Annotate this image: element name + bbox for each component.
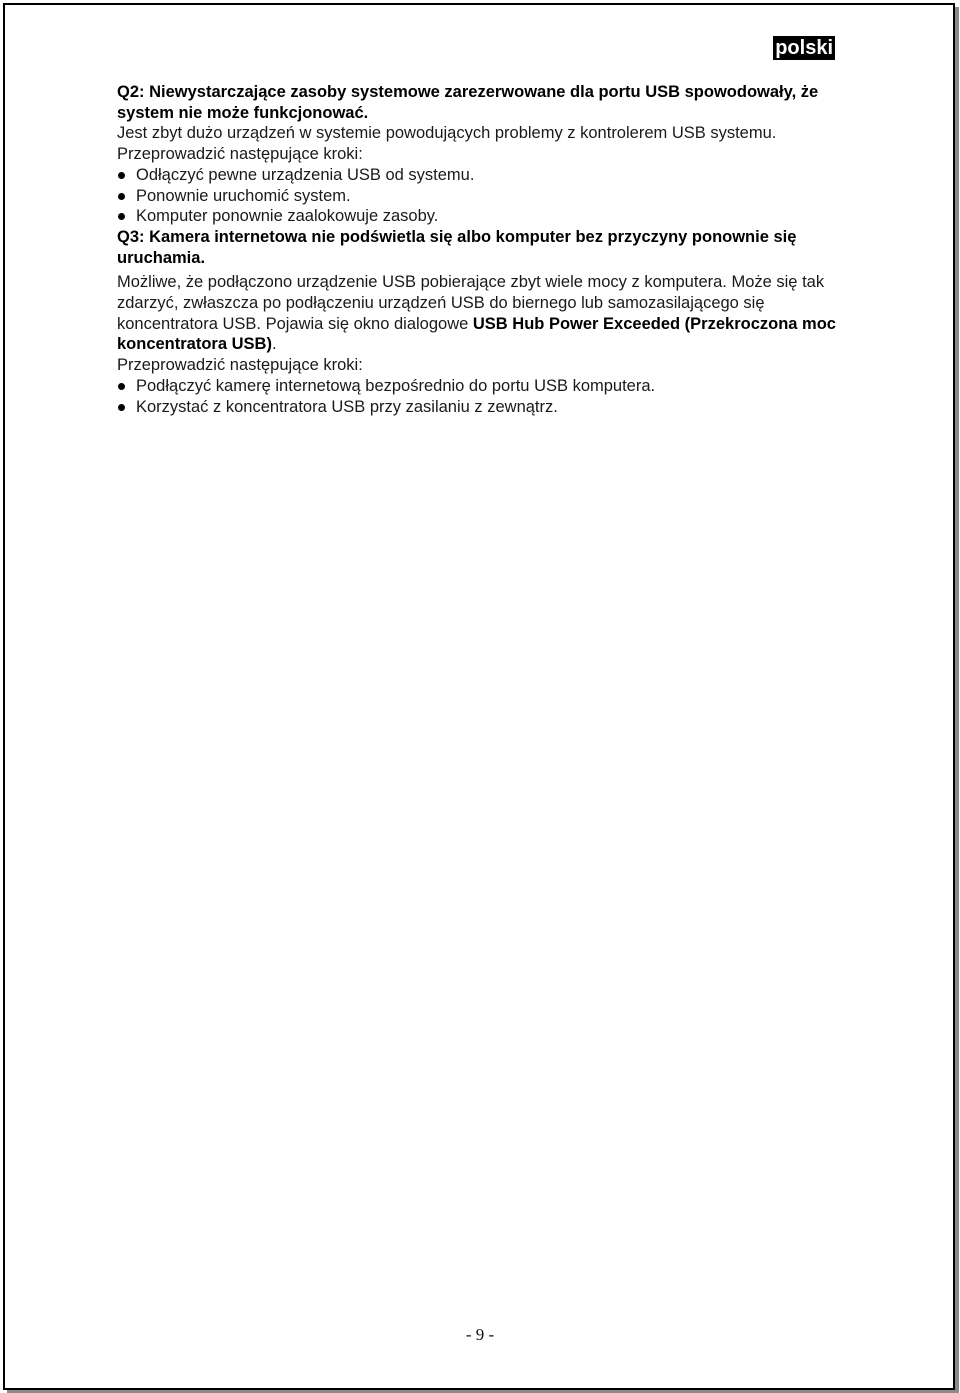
document-content bbox=[117, 82, 847, 417]
q3-dialog-name: USB Hub Power Exceeded (Przekroczona moc koncentratora USB) bbox=[117, 314, 836, 354]
q3-steps-intro: Przeprowadzić następujące kroki: bbox=[117, 356, 363, 375]
list-item-text: Korzystać z koncentratora USB przy zasilaniu z zewnątrz. bbox=[136, 397, 558, 416]
list-item bbox=[117, 376, 847, 397]
list-item bbox=[117, 165, 847, 186]
q3-description bbox=[117, 272, 847, 355]
q3-description-end: . bbox=[271, 335, 277, 354]
q3-steps-list bbox=[117, 376, 847, 417]
q2-steps-intro: Przeprowadzić następujące kroki: bbox=[117, 145, 363, 164]
q3-heading: Q3: Kamera internetowa nie podświetla się albo komputer bez przyczyny ponownie się uruchamia. bbox=[117, 227, 797, 267]
q3-description-text: Możliwe, że podłączono urządzenie USB pobierające zbyt wiele mocy z komputera. Może się tak zdarzyć, zwłaszcza po podłączeniu urządzeń USB do biernego lub samozasilającego się koncentratora USB. Pojawia się okno dialogowe bbox=[117, 273, 825, 333]
q2-heading: Q2: Niewystarczające zasoby systemowe zarezerwowane dla portu USB spowodowały, że system nie może funkcjonować. bbox=[117, 83, 819, 122]
language-badge: polski bbox=[775, 37, 833, 59]
q2-description: Jest zbyt dużo urządzeń w systemie powodujących problemy z kontrolerem USB systemu. bbox=[117, 124, 777, 143]
page-number: - 9 - bbox=[465, 1325, 495, 1344]
list-item-text: Komputer ponownie zaalokowuje zasoby. bbox=[136, 207, 439, 226]
list-item-text: Ponownie uruchomić system. bbox=[136, 186, 351, 205]
bullet-icon bbox=[118, 172, 125, 179]
list-item-text: Odłączyć pewne urządzenia USB od systemu. bbox=[136, 165, 475, 184]
bullet-icon bbox=[118, 213, 125, 220]
list-item bbox=[117, 186, 847, 207]
list-item bbox=[117, 397, 847, 418]
q2-steps-list bbox=[117, 165, 847, 227]
bullet-icon bbox=[118, 193, 125, 200]
bullet-icon bbox=[118, 383, 125, 390]
bullet-icon bbox=[118, 404, 125, 411]
list-item bbox=[117, 206, 847, 227]
list-item-text: Podłączyć kamerę internetową bezpośrednio do portu USB komputera. bbox=[136, 376, 656, 395]
